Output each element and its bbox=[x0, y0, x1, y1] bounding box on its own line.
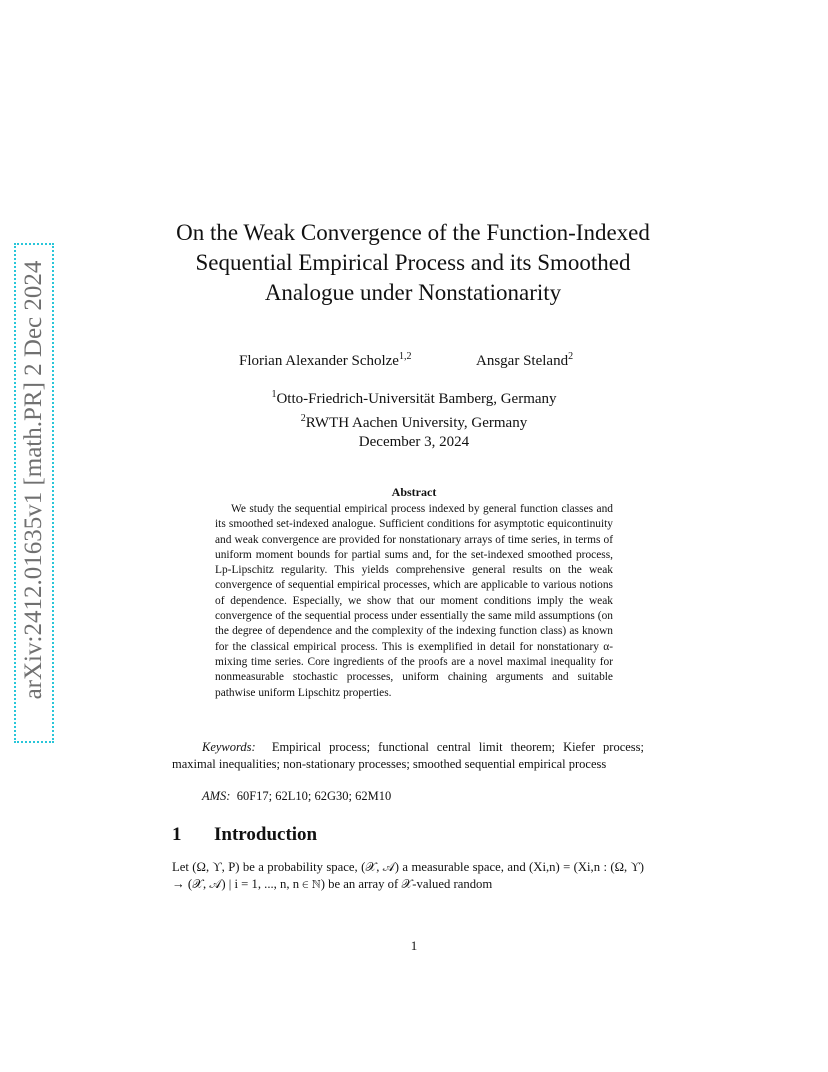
keywords-label: Keywords: bbox=[202, 740, 256, 754]
abstract-heading: Abstract bbox=[391, 485, 437, 499]
paper-title: On the Weak Convergence of the Function-Indexed Sequential Empirical Process and its Smoothed Analogue under Nonstationarity bbox=[176, 220, 650, 305]
section-number: 1 bbox=[172, 824, 182, 845]
ams-label: AMS: bbox=[202, 789, 231, 803]
author-2-name: Ansgar Steland bbox=[476, 353, 569, 369]
paper-date: December 3, 2024 bbox=[358, 434, 470, 450]
affiliation-2: $^2$RWTH Aachen University, Germany bbox=[300, 413, 528, 431]
affiliations bbox=[0, 385, 828, 433]
page-number: 1 bbox=[410, 938, 418, 953]
affiliation-1: $^1$Otto-Friedrich-Universität Bamberg, Germany bbox=[271, 389, 557, 407]
author-1 bbox=[239, 351, 411, 370]
author-list bbox=[0, 351, 828, 375]
author-1-name: Florian Alexander Scholze bbox=[239, 353, 399, 369]
intro-paragraph: Let (Ω, ϒ, P) be a probability space, (𝒳, 𝒜) a measurable space, and (Xi,n) = (Xi,n : (Ω, ϒ) → (𝒳, 𝒜) | i = 1, ..., n, n ∈ ℕ) be an array of 𝒳-valued random bbox=[172, 860, 644, 891]
author-1-affil: 1,2 bbox=[398, 351, 412, 362]
ams-codes: 60F17; 62L10; 62G30; 62M10 bbox=[236, 789, 392, 803]
section-heading bbox=[172, 824, 317, 846]
keywords-text: Empirical process; functional central limit theorem; Kiefer process; maximal inequalities; non-stationary processes; smoothed sequential empirical process bbox=[172, 740, 645, 771]
section-title: Introduction bbox=[214, 824, 318, 845]
author-2 bbox=[476, 351, 573, 370]
ams-classification bbox=[172, 788, 674, 805]
abstract-text: We study the sequential empirical process indexed by general function classes and its smoothed set-indexed analogue. Sufficient conditions for asymptotic equicontinuity and weak convergence are provided for nonstationary arrays of time series, in terms of uniform moment bounds for partial sums and, for the set-indexed smoothed process, Lp-Lipschitz regularity. This yields comprehensive general results on the weak convergence of sequential empirical processes, which are applicable to various notions of dependence. Especially, we show that our moment conditions imply the weak convergence of the sequential process under essentially the same mild assumptions (on the degree of dependence and the complexity of the indexing function class) as known for the classical empirical process. This is exemplified in detail for nonstationary α-mixing time series. Core ingredients of the proofs are a novel maximal inequality for nonmeasurable stochastic processes, uniform chaining arguments and suitable pathwise uniform Lipschitz properties. bbox=[215, 503, 613, 699]
author-2-affil: 2 bbox=[568, 351, 574, 362]
arxiv-stamp: arXiv:2412.01635v1 [math.PR] 2 Dec 2024 bbox=[20, 260, 47, 700]
keywords bbox=[172, 739, 644, 772]
